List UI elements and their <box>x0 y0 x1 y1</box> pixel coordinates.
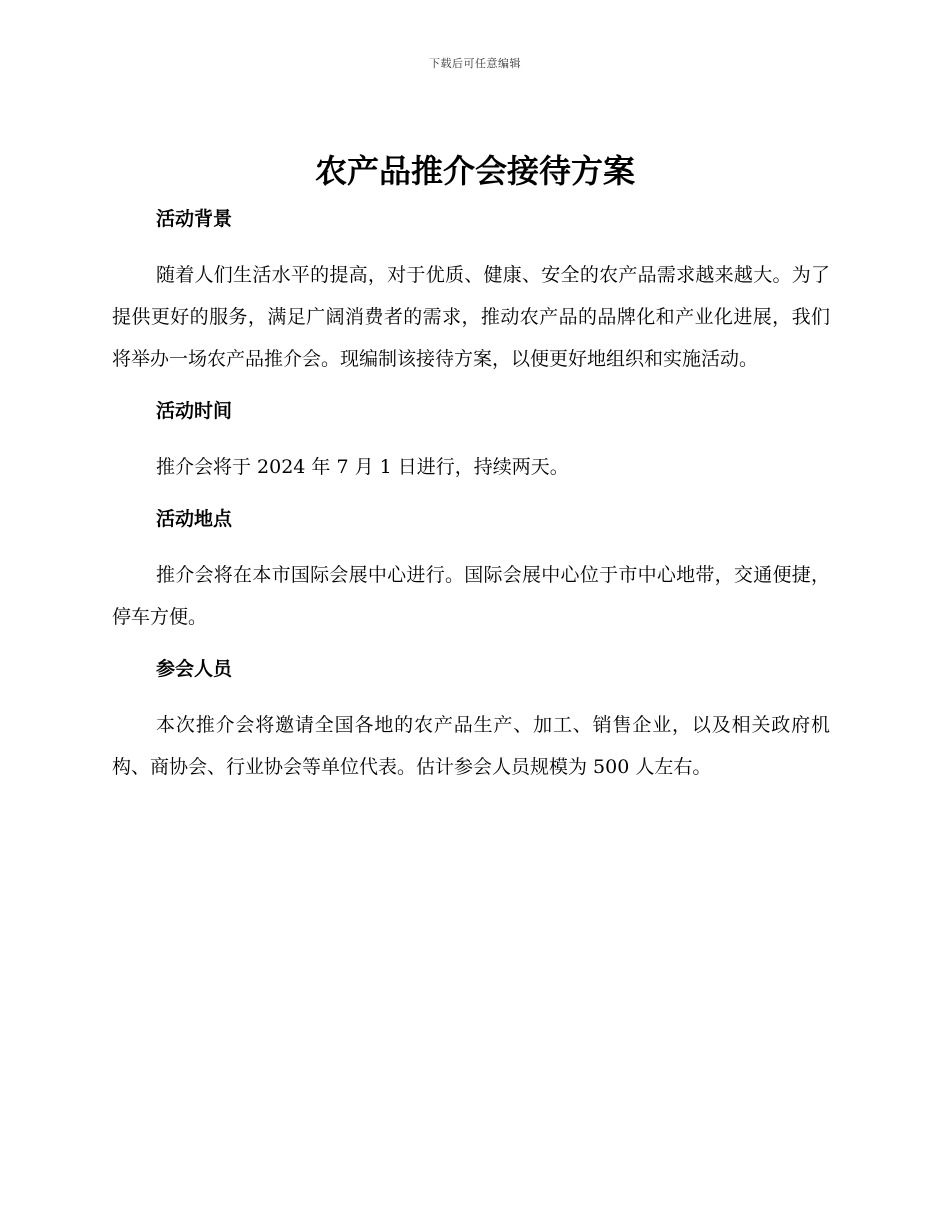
section-paragraph: 推介会将在本市国际会展中心进行。国际会展中心位于市中心地带，交通便捷，停车方便。 <box>112 564 830 628</box>
section-paragraph: 本次推介会将邀请全国各地的农产品生产、加工、销售企业，以及相关政府机构、商协会、行业协会等单位代表。估计参会人员规模为 500 人左右。 <box>112 714 830 778</box>
section-time <box>112 394 830 502</box>
section-heading: 活动背景 <box>156 208 233 230</box>
section-attendees <box>112 652 830 788</box>
section-paragraph: 推介会将于 2024 年 7 月 1 日进行，持续两天。 <box>156 456 569 478</box>
section-heading: 参会人员 <box>156 658 233 680</box>
document-body <box>112 202 830 788</box>
section-heading: 活动时间 <box>156 400 233 422</box>
section-background <box>112 202 830 394</box>
page-header: 下载后可任意编辑 <box>429 57 521 70</box>
document-title: 农产品推介会接待方案 <box>314 152 635 190</box>
section-location <box>112 502 830 652</box>
section-paragraph: 随着人们生活水平的提高，对于优质、健康、安全的农产品需求越来越大。为了提供更好的服务，满足广阔消费者的需求，推动农产品的品牌化和产业化进展，我们将举办一场农产品推介会。现编制该接待方案，以便更好地组织和实施活动。 <box>112 264 830 370</box>
section-heading: 活动地点 <box>156 508 233 530</box>
